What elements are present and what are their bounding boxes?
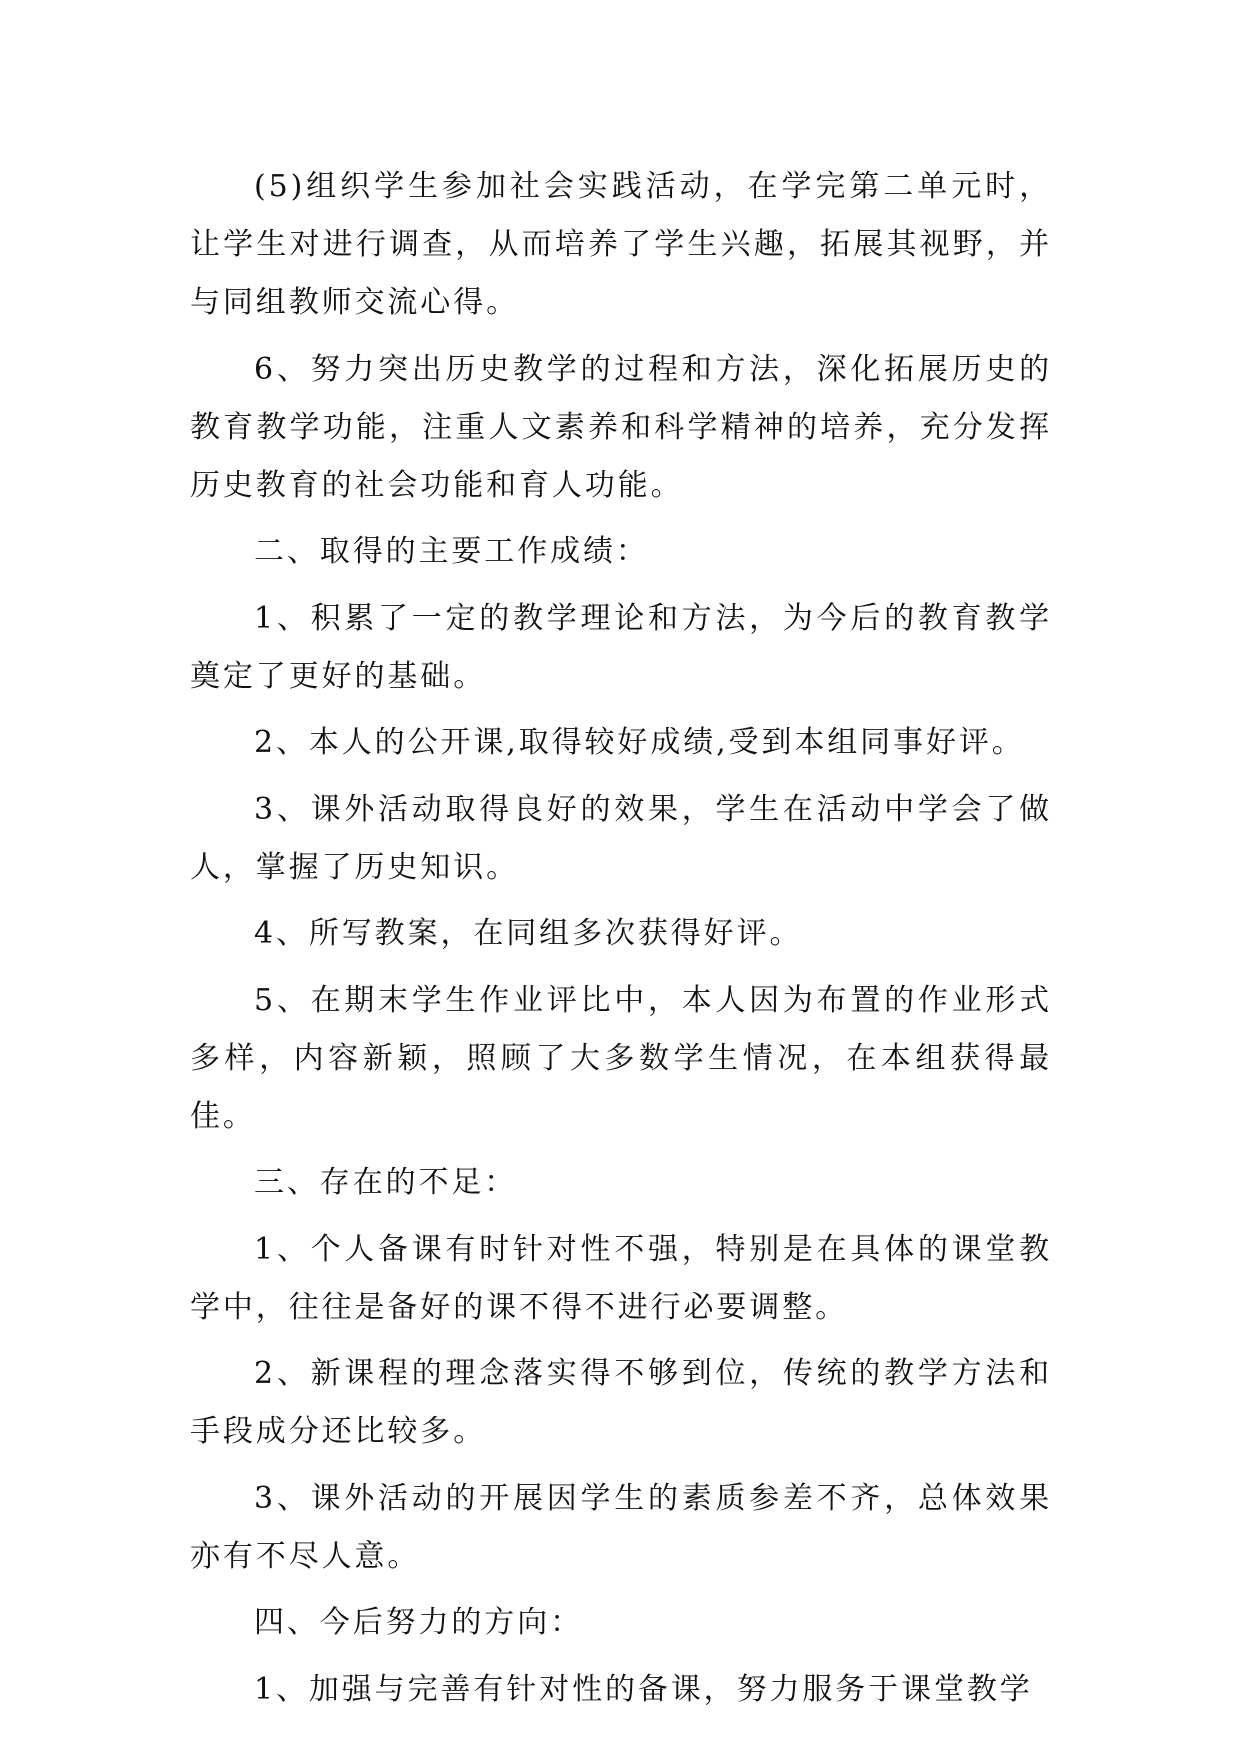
section-heading-achievements: 二、取得的主要工作成绩： (254, 534, 649, 569)
section-heading-future-direction: 四、今后努力的方向： (254, 1605, 583, 1640)
paragraph-achievement-3: 3、课外活动取得良好的效果，学生在活动中学会了做人，掌握了历史知识。 (190, 791, 1052, 885)
paragraph-history-teaching: 6、努力突出历史教学的过程和方法，深化拓展历史的教育教学功能，注重人文素养和科学精神的培养，充分发挥历史教育的社会功能和育人功能。 (190, 351, 1052, 503)
paragraph-shortcoming-2: 2、新课程的理念落实得不够到位，传统的教学方法和手段成分还比较多。 (190, 1356, 1052, 1449)
paragraph-shortcoming-3: 3、课外活动的开展因学生的素质参差不齐，总体效果亦有不尽人意。 (190, 1480, 1052, 1574)
paragraph-future-1: 1、加强与完善有针对性的备课，努力服务于课堂教学 (254, 1671, 1033, 1707)
paragraph-achievement-2: 2、本人的公开课,取得较好成绩,受到本组同事好评。 (254, 725, 1025, 760)
paragraph-achievement-5: 5、在期末学生作业评比中，本人因为布置的作业形式多样，内容新颖，照顾了大多数学生情况，在本组获得最佳。 (190, 982, 1052, 1134)
document-body (190, 158, 1052, 1727)
section-heading-shortcomings: 三、存在的不足： (254, 1165, 518, 1200)
paragraph-shortcoming-1: 1、个人备课有时针对性不强，特别是在具体的课堂教学中，往往是备好的课不得不进行必要调整。 (190, 1231, 1052, 1325)
paragraph-achievement-4: 4、所写教案，在同组多次获得好评。 (254, 916, 803, 951)
paragraph-achievement-1: 1、积累了一定的教学理论和方法，为今后的教育教学奠定了更好的基础。 (190, 600, 1052, 694)
paragraph-social-practice: (5)组织学生参加社会实践活动，在学完第二单元时，让学生对进行调查，从而培养了学生兴趣，拓展其视野，并与同组教师交流心得。 (190, 169, 1052, 320)
